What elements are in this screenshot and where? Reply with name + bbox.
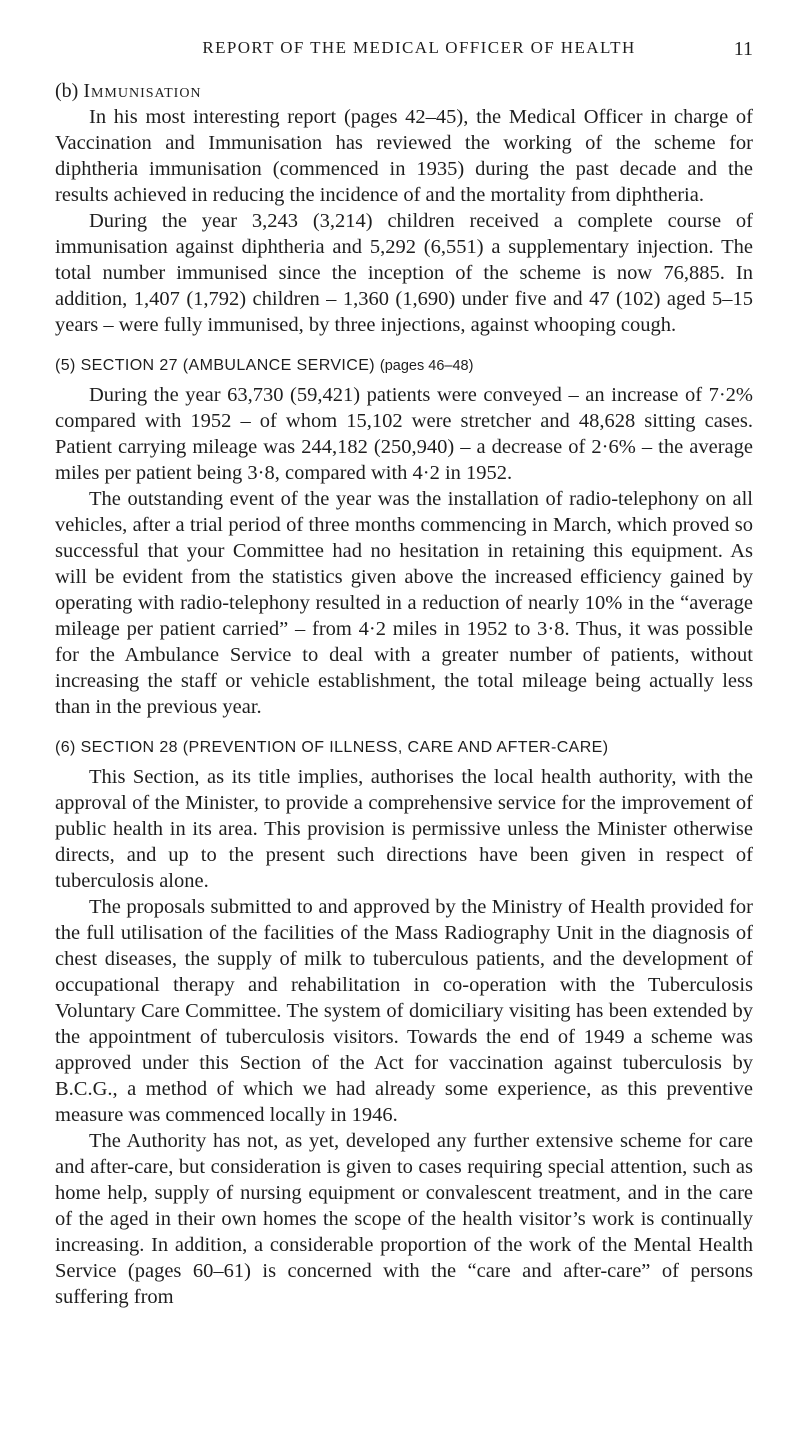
section-27-paragraph-1: During the year 63,730 (59,421) patients were conveyed – an increase of 7·2% compared with 1952 – of whom 15,102 were stretcher and 48,628 sitting cases. Patient carrying mileage was 244,182 (250,940) – a decrease of 2·6% – the average miles per patient being 3·8, compared with 4·2 in 1952. — [55, 384, 753, 484]
immunisation-paragraph-1: In his most interesting report (pages 42–45), the Medical Officer in charge of Vaccination and Immunisation has reviewed the working of the scheme for diphtheria immunisation (commenced in 1935) during the past decade and the results achieved in reducing the incidence of and the mortality from diphtheria. — [55, 106, 753, 206]
section-27-heading — [55, 356, 753, 376]
section-27-paragraph-2: The outstanding event of the year was the installation of radio-telephony on all vehicles, after a trial period of three months commencing in March, which proved so successful that your Committee had no hesitation in retaining this equipment. As will be evident from the statistics given above the increased efficiency gained by operating with radio-telephony resulted in a reduction of nearly 10% in the “average mileage per patient carried” – from 4·2 miles in 1952 to 3·8. Thus, it was possible for the Ambulance Service to deal with a greater number of patients, without increasing the staff or vehicle establishment, the total mileage being actually less than in the previous year. — [55, 488, 753, 718]
section-28-heading — [55, 738, 753, 758]
section-28-title: (6) SECTION 28 (PREVENTION OF ILLNESS, CARE AND AFTER-CARE) — [55, 739, 609, 756]
section-28-paragraph-2: The proposals submitted to and approved by the Ministry of Health provided for the full utilisation of the facilities of the Mass Radiography Unit in the diagnosis of chest diseases, the supply of milk to tuberculous patients, and the development of occupational therapy and rehabilitation in co-operation with the Tuberculosis Voluntary Care Committee. The system of domiciliary visiting has been extended by the appointment of tuberculosis visitors. Towards the end of 1949 a scheme was approved under this Section of the Act for vaccination against tuberculosis by B.C.G., a method of which we had already some experience, as this preventive measure was commenced locally in 1946. — [55, 896, 753, 1126]
page-number: 11 — [733, 38, 753, 60]
report-title: REPORT OF THE MEDICAL OFFICER OF HEALTH — [202, 38, 636, 57]
section-27-title: (5) SECTION 27 (AMBULANCE SERVICE) — [55, 357, 376, 374]
document-page — [55, 38, 753, 1310]
section-28-paragraph-3: The Authority has not, as yet, developed any further extensive scheme for care and after-care, but consideration is given to cases requiring special attention, such as home help, supply of nursing equipment or convalescent treatment, and in the care of the aged in their own homes the scope of the health visitor’s work is continually increasing. In addition, a considerable proportion of the work of the Mental Health Service (pages 60–61) is concerned with the “care and after-care” of persons suffering from — [55, 1130, 753, 1308]
immunisation-label: (b) — [55, 80, 79, 102]
running-header — [55, 38, 753, 64]
section-28-paragraph-1: This Section, as its title implies, authorises the local health authority, with the approval of the Minister, to provide a comprehensive service for the improvement of public health in its area. This provision is permissive unless the Minister otherwise directs, and up to the present such directions have been given in respect of tuberculosis alone. — [55, 766, 753, 892]
section-27-pages: (pages 46–48) — [379, 358, 474, 374]
immunisation-paragraph-2: During the year 3,243 (3,214) children received a complete course of immunisation against diphtheria and 5,292 (6,551) a supplementary injection. The total number immunised since the inception of the scheme is now 76,885. In addition, 1,407 (1,792) children – 1,360 (1,690) under five and 47 (102) aged 5–15 years – were fully immunised, by three injections, against whooping cough. — [55, 210, 753, 336]
immunisation-title: Immunisation — [83, 80, 202, 102]
immunisation-heading — [55, 78, 753, 104]
